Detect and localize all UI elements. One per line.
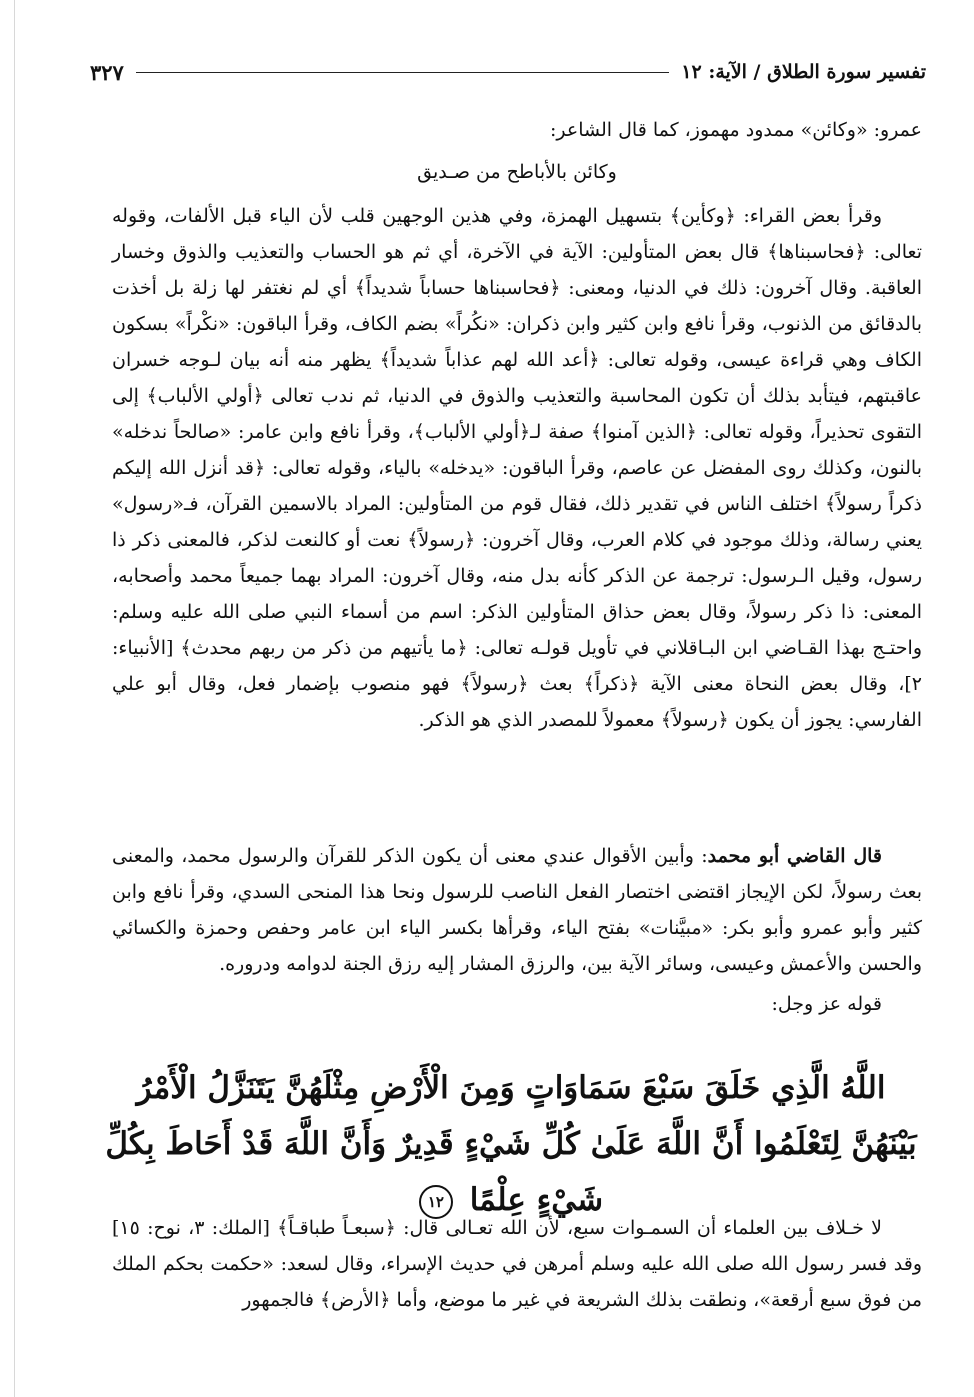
paragraph-2	[112, 838, 922, 982]
paragraph-2-text: : وأبين الأقوال عندي معنى أن يكون الذكر للقرآن والرسول محمد، والمعنى بعث رسولاً، لكن الإيجاز اقتضى اختصار الفعل الناصب للرسول ونحا هذا المنحى السدي، وقرأ نافع وابن كثير وأبو عمرو وأبو بكر: «مبيَّنات» بفتح الياء، وقرأها بكسر الياء ابن عامر وحفص وحمزة والكسائي والحسن والأعمش وعيسى، وسائر الآية بين، والرزق المشار إليه رزق الجنة لدوامه ودروره.	[112, 845, 922, 975]
scan-edge-line	[14, 0, 15, 1397]
running-header	[90, 55, 926, 89]
paragraph-1: وقرأ بعض القراء: ﴿وكأين﴾ بتسهيل الهمزة، وفي هذين الوجهين قلب لأن الياء قبل الألفات، وقوله تعالى: ﴿فحاسبناها﴾ قال بعض المتأولين: الآية في الآخرة، أي ثم هو الحساب والتعذيب والذوق وخسار العاقبة. وقال آخرون: ذلك في الدنيا، ومعنى: ﴿فحاسبناها حساباً شديداً﴾ أي لم نغتفر لها زلة بل أخذت بالدقائق من الذنوب، وقرأ نافع وابن كثير وابن ذكران: «نكُراً» بضم الكاف، وقرأ الباقون: «نكْراً» بسكون الكاف وهي قراءة عيسى، وقوله تعالى: ﴿أعد الله لهم عذاباً شديداً﴾ يظهر منه أنه بيان لـوجه خسران عاقبتهم، فيتأبد بذلك أن تكون المحاسبة والتعذيب والذوق في الدنيا، ثم ندب تعالى ﴿أولي الألباب﴾ إلى التقوى تحذيراً، وقوله تعالى: ﴿الذين آمنوا﴾ صفة لـ﴿أولي الألباب﴾، وقرأ نافع وابن عامر: «صالحاً ندخله» بالنون، وكذلك روى المفضل عن عاصم، وقرأ الباقون: «يدخله» بالياء، وقوله تعالى: ﴿قد أنزل الله إليكم ذكراً رسولاً﴾ اختلف الناس في تقدير ذلك، فقال قوم من المتأولين: المراد بالاسمين القرآن، فـ«رسول» يعني رسالة، وذلك موجود في كلام العرب، وقال آخرون: ﴿رسولاً﴾ نعت أو كالنعت لذكر، فالمعنى ذكر ذا رسول، وقيل الـرسول: ترجمة عن الذكر كأنه بدل منه، وقال آخرون: المراد بهما جميعاً محمد وأصحابه، المعنى: ذا ذكر رسولاً، وقال بعض حذاق المتأولين الذكر: اسم من أسماء النبي صلى الله عليه وسلم: واحتـج بهذا القـاضي ابن البـاقلاني في تأويل قولـه تعالى: ﴿ما يأتيهم من ذكر من ربهم محدث﴾ [الأنبياء: ٢]، وقال بعض النحاة معنى الآية ﴿ذكراً﴾ بعث ﴿رسولاً﴾ فهو منصوب بإضمار فعل، وقال أبو علي الفارسي: يجوز أن يكون ﴿رسولاً﴾ معمولاً للمصدر الذي هو الذكر.	[112, 205, 922, 731]
section-commentary-2	[112, 838, 922, 1022]
poem-verse: وكائن بالأباطح من صـديق	[417, 161, 617, 183]
section-commentary-3	[112, 1210, 922, 1318]
text-line-1: عمرو: «وكائن» ممدود مهموز، كما قال الشاعر:	[550, 119, 922, 141]
header-rule	[136, 72, 669, 73]
paragraph-3: لا خـلاف بين العلماء أن السمـوات سبع، لأن الله تعـالى قال: ﴿سبعـاً طباقـاً﴾ [الملك: ٣، نوح: ١٥] وقد فسر رسول الله صلى الله عليه وسلم أمرهن في حديث الإسراء، وقال لسعد: «حكمت بحكم الملك من فوق سبع أرقعة»، ونطقت بذلك الشريعة في غير ما موضع، وأما ﴿الأرض﴾ فالجمهور	[112, 1217, 922, 1311]
header-title: تفسير سورة الطلاق / الآية: ١٢	[681, 61, 926, 83]
verse-text: اللَّهُ الَّذِي خَلَقَ سَبْعَ سَمَاوَاتٍ وَمِنَ الْأَرْضِ مِثْلَهُنَّ يَتَنَزَّلُ الْأَمْرُ بَيْنَهُنَّ لِتَعْلَمُوا أَنَّ اللَّهَ عَلَىٰ كُلِّ شَيْءٍ قَدِيرٌ وَأَنَّ اللَّهَ قَدْ أَحَاطَ بِكُلِّ شَيْءٍ عِلْمًا	[105, 1070, 917, 1218]
section-commentary-1	[112, 112, 922, 738]
verse-intro: قوله عز وجل:	[771, 993, 882, 1015]
speaker-name: قال القاضي أبو محمد	[707, 845, 882, 867]
quran-verse	[100, 1060, 922, 1218]
ayah-number-marker: ١٢	[419, 1185, 453, 1219]
page-number: ٣٢٧	[90, 59, 124, 85]
